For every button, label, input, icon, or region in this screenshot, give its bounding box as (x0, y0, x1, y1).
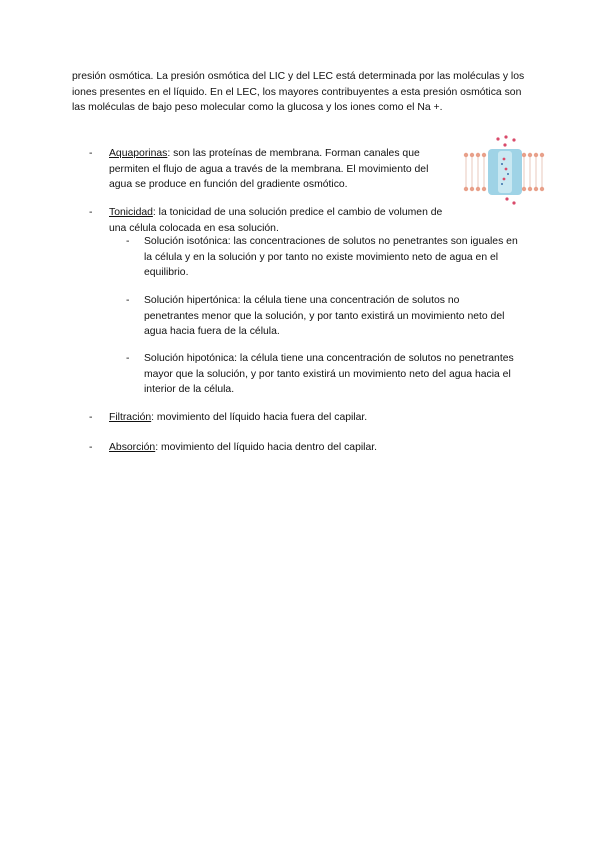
text-isotonica: Solución isotónica: las concentraciones de solutos no penetrantes son iguales en la célula y en la solución y por tanto no existe movimiento neto de agua en el equilibrio. (144, 236, 518, 279)
term-aquaporinas: Aquaporinas (109, 148, 168, 159)
aquaporin-membrane-illustration (462, 133, 548, 209)
term-absorcion: Absorción (109, 442, 156, 453)
bullet-dash: - (89, 207, 93, 218)
bullet-dash: - (89, 148, 93, 159)
bullet-dash: - (89, 442, 93, 453)
bullet-dash: - (126, 295, 130, 306)
term-filtracion: Filtración (109, 412, 152, 423)
text-hipotonica: Solución hipotónica: la célula tiene una concentración de solutos no penetrantes mayor que la solución, y por tanto existirá un movimiento neto del agua hacia el interior de la célula. (144, 353, 514, 396)
bullet-dash: - (126, 236, 130, 247)
term-tonicidad: Tonicidad (109, 207, 153, 218)
text-tonicidad: : la tonicidad de una solución predice el cambio de volumen de una célula colocada en esa solución. (109, 207, 443, 234)
text-aquaporinas: : son las proteínas de membrana. Forman canales que permiten el flujo de agua a través de la membrana. El movimiento del agua se produce en función del gradiente osmótico. (109, 148, 429, 191)
text-absorcion: : movimiento del líquido hacia dentro del capilar. (155, 442, 378, 453)
bullet-dash: - (126, 353, 130, 364)
text-filtracion: : movimiento del líquido hacia fuera del capilar. (151, 412, 368, 423)
intro-paragraph: presión osmótica. La presión osmótica del LIC y del LEC está determinada por las moléculas y los iones presentes en el líquido. En el LEC, los mayores contribuyentes a esta presión osmótica son las moléculas de bajo peso molecular como la glucosa y los iones como el Na +. (72, 71, 525, 114)
bullet-dash: - (89, 412, 93, 423)
text-hipertonica: Solución hipertónica: la célula tiene una concentración de solutos no penetrantes menor que la solución, y por tanto existirá un movimiento neto del agua hacia fuera de la célula. (144, 295, 505, 338)
